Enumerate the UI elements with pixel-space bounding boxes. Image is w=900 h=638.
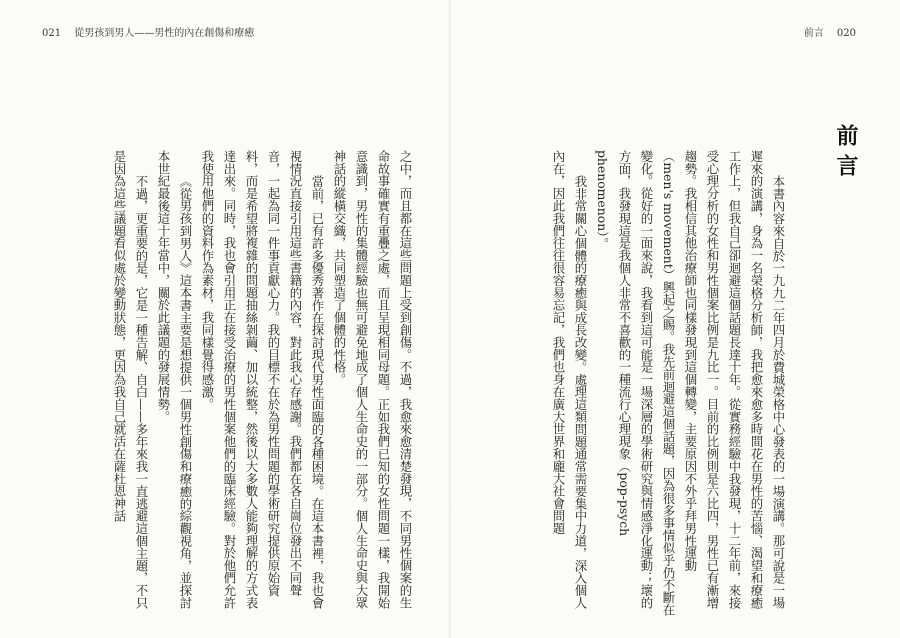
right-page-body [521, 150, 789, 620]
right-paragraph-1: 本書內容來自於一九九二年四月於費城榮格中心發表的一場演講。那可說是一場遲來的演講，身為一名榮格分析師，我把愈來愈多時間花在男性的苦惱、渴望和療癒工作上，但我自己卻迴避這個話題長達十年。從實務經驗中我發現，十二年前，來接受心理分析的女性和男性個案比例是九比一。目前的比例則是六比四，男性已有漸增趨勢。我相信其他治療師也同樣發現到這個轉變，主要原因不外乎拜男性運動（men's movement）興起之賜。我先前迴避這個話題，因為很多事情似乎仍不斷在變化。從好的一面來說，我看到這可能是一場深層的學術研究與情感淨化運動；壞的方面，我發現這是我個人非常不喜歡的一種流行心理現象（pop-psych phenomenon）。 [595, 150, 786, 616]
right-running-header [804, 24, 856, 39]
right-page-number: 020 [836, 28, 856, 39]
left-running-header [42, 24, 254, 39]
right-chapter-name: 前言 [803, 28, 824, 39]
left-page-body [40, 150, 416, 620]
left-paragraph-1: 之中，而且都在這些問題上受到創傷。不過，我愈來愈清楚發現，不同男性個案的生命故事確實有重疊之處，而且呈現相同母題。正如我們已知的女性問題一樣，我開始意識到，男性的集體經驗也無可避免地成了個人生命史的一部分。個人生命史與大眾神話的縱橫交織，共同塑造了個體的性格。 [332, 150, 413, 609]
left-page-number: 021 [42, 28, 62, 39]
right-paragraph-2: 我非常關心個體的療癒與成長改變。處理這類問題通常需要集中力道，深入個人內在，因此我們往往很容易忘記，我們也身在廣大世界和龐大社會問題 [551, 150, 588, 609]
chapter-title: 前言 [833, 124, 859, 184]
left-paragraph-2: 當前，已有許多優秀著作在探討現代男性面臨的各種困境。在這本書裡，我也會視情況直接引用這些書籍的內容，對此我心存感謝。我們都在各自崗位發出不同聲音，一起為同一件事貢獻心力。我的目標不在於為男性問題的學術研究提供原始資料，而是希望將複雜的問題抽絲剝繭、加以統整，然後以大多數人能夠理解的方式表達出來。同時，我也會引用正在接受治療的男性個案他們的臨床經驗。對於他們允許我使用他們的資料作為素材，我同樣覺得感激。 [200, 150, 325, 609]
left-paragraph-4: 不過，更重要的是，它是一種告解、自白——多年來我一直逃避這個主題，不只是因為這些議題看似處於變動狀態，更因為我自己就活在薩杜恩神話 [112, 150, 149, 609]
left-paragraph-3: 《從男孩到男人》這本書主要是想提供一個男性創傷和療癒的綜觀視角，並探討本世紀最後這十年當中，關於此議題的發展情勢。 [156, 150, 193, 609]
left-book-title: 從男孩到男人——男性的內在創傷和療癒 [74, 28, 255, 39]
page-gutter [449, 0, 451, 638]
